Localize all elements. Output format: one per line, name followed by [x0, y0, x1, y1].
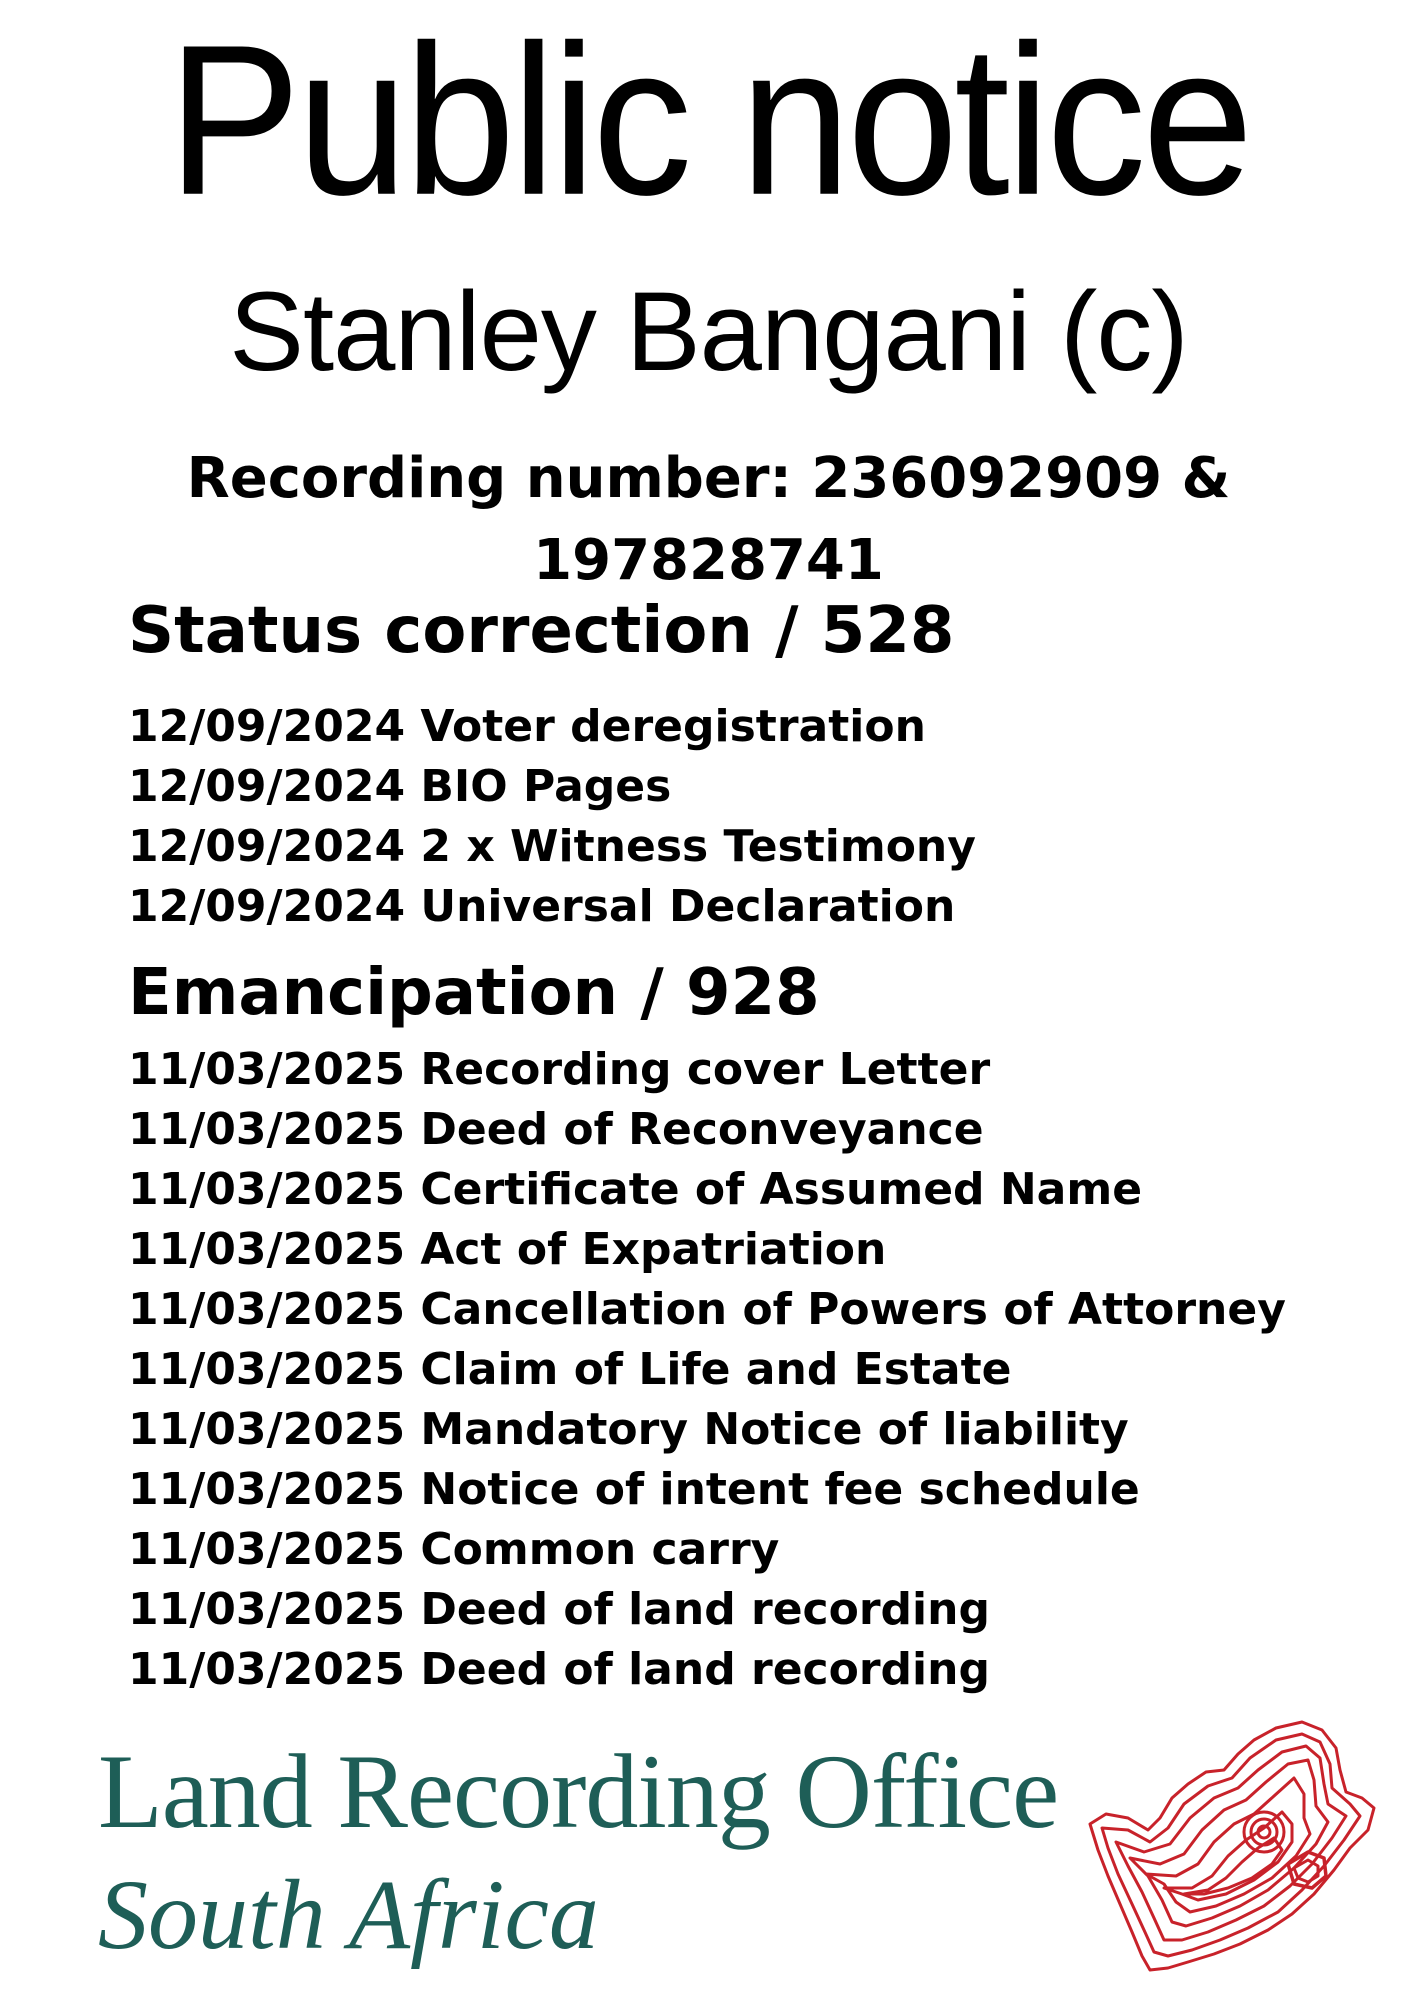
- list-item: 11/03/2025 Notice of intent fee schedule: [128, 1464, 1140, 1515]
- south-africa-fingerprint-map-icon: [1088, 1718, 1378, 1978]
- list-item: 11/03/2025 Cancellation of Powers of Attorney: [128, 1284, 1286, 1335]
- list-item: 12/09/2024 Universal Declaration: [128, 881, 956, 932]
- list-item: 11/03/2025 Claim of Life and Estate: [128, 1344, 1012, 1395]
- emancipation-list: [128, 1040, 1286, 1700]
- section-heading-status-correction: Status correction / 528: [128, 594, 955, 668]
- recording-number: Recording number: 236092909 & 197828741: [186, 446, 1231, 593]
- list-item: 12/09/2024 2 x Witness Testimony: [128, 821, 976, 872]
- list-item: 11/03/2025 Deed of land recording: [128, 1584, 990, 1635]
- list-item: 11/03/2025 Deed of Reconveyance: [128, 1104, 984, 1155]
- list-item: 12/09/2024 BIO Pages: [128, 761, 672, 812]
- status-correction-list: [128, 697, 976, 937]
- person-name: Stanley Bangani (c): [229, 269, 1188, 394]
- section-heading-emancipation: Emancipation / 928: [128, 956, 820, 1030]
- map-strokes: [1090, 1722, 1374, 1970]
- list-item: 12/09/2024 Voter deregistration: [128, 701, 926, 752]
- logo-text-land-recording-office: Land Recording Office: [98, 1733, 1059, 1850]
- list-item: 11/03/2025 Recording cover Letter: [128, 1044, 991, 1095]
- list-item: 11/03/2025 Deed of land recording: [128, 1644, 990, 1695]
- list-item: 11/03/2025 Common carry: [128, 1524, 780, 1575]
- list-item: 11/03/2025 Certificate of Assumed Name: [128, 1164, 1143, 1215]
- logo-text-south-africa: South Africa: [98, 1859, 599, 1970]
- notice-title: Public notice: [167, 1, 1250, 240]
- list-item: 11/03/2025 Mandatory Notice of liability: [128, 1404, 1129, 1455]
- list-item: 11/03/2025 Act of Expatriation: [128, 1224, 887, 1275]
